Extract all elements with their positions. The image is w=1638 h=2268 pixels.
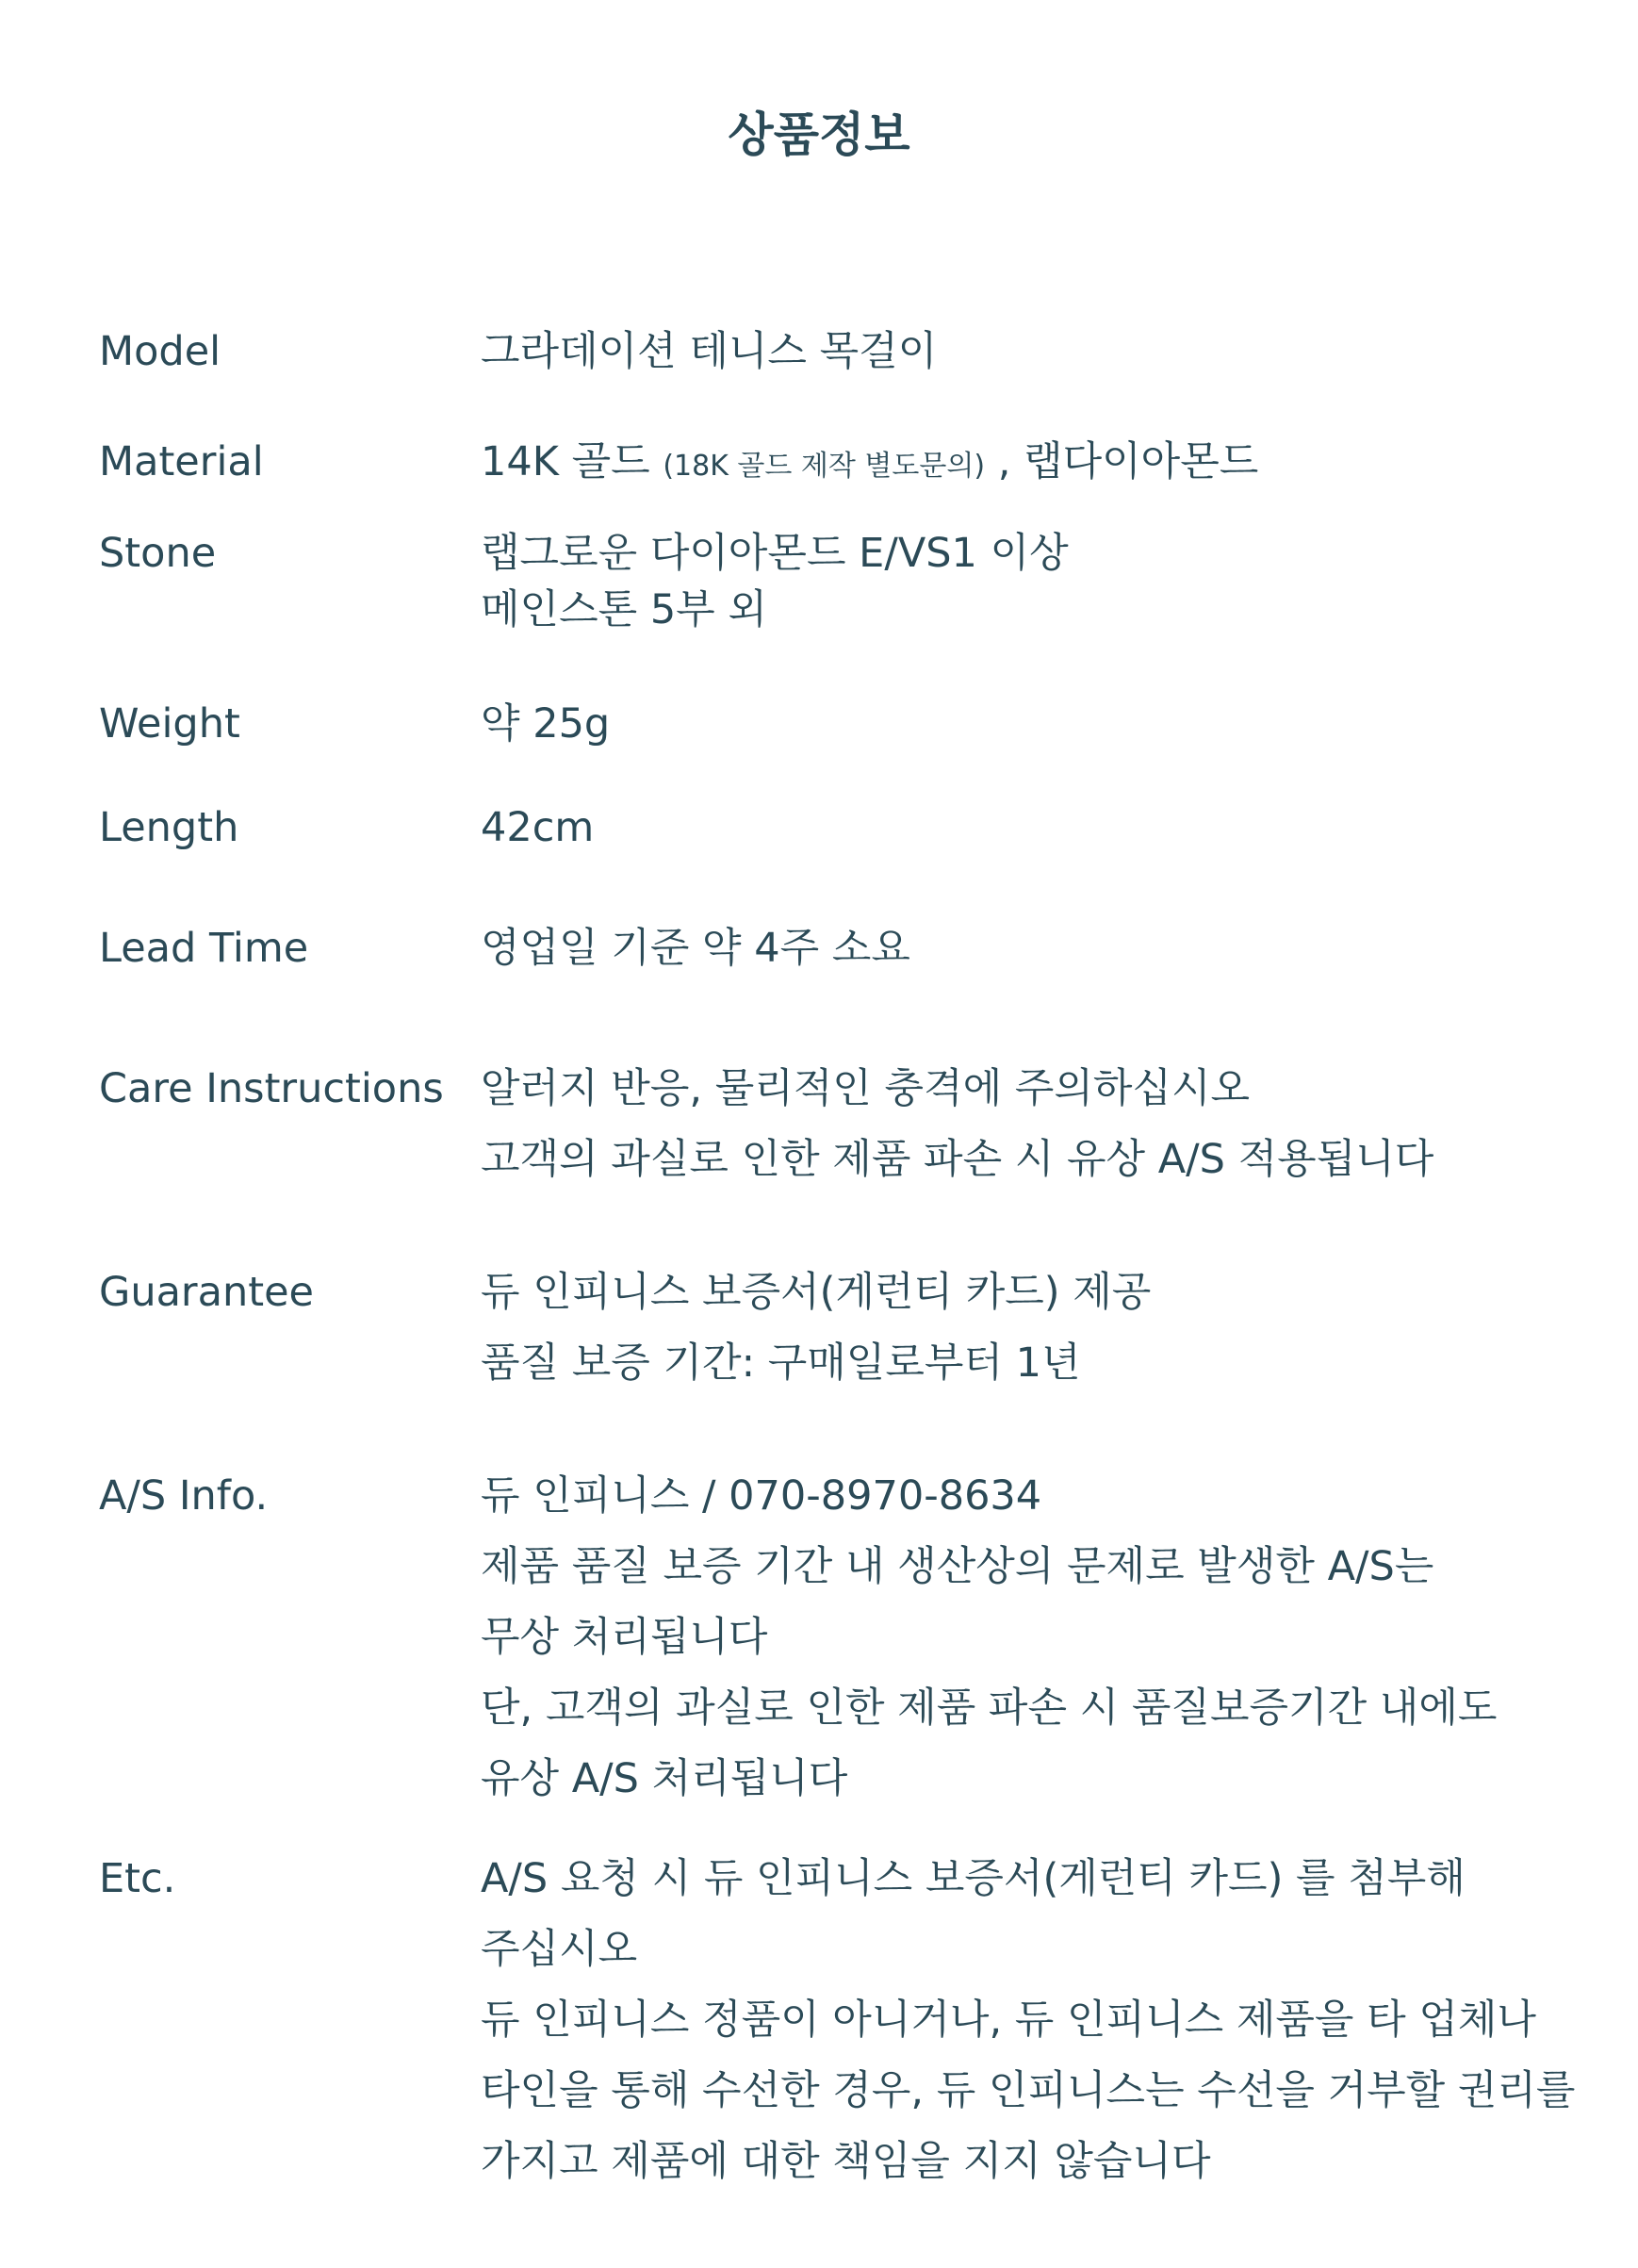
care-value [481,1054,1433,1195]
lead-time-value-text: 영업일 기준 약 4주 소요 [481,925,910,972]
lead-time-value [481,920,910,977]
care-line: 알러지 반응, 물리적인 충격에 주의하십시오 [481,1065,1251,1112]
weight-label: Weight [99,700,240,748]
etc-line: 타인을 통해 수선한 경우, 듀 인피니스는 수선을 거부할 권리를 [481,2067,1576,2114]
weight-value-text: 약 25g [481,700,611,748]
material-label: Material [99,438,264,485]
etc-line: 듀 인피니스 정품이 아니거나, 듀 인피니스 제품을 타 업체나 [481,1997,1536,2044]
etc-line: 가지고 제품에 대한 책임을 지지 않습니다 [481,2138,1211,2185]
length-value-text: 42cm [481,804,595,851]
length-label: Length [99,804,239,851]
material-note: (18K 골드 제작 별도문의) [663,450,986,483]
material-main: 14K 골드 [481,438,663,485]
as-info-line: 듀 인피니스 / 070-8970-8634 [481,1472,1042,1520]
as-info-line: 무상 처리됩니다 [481,1614,768,1661]
material-rest: , 랩다이아몬드 [985,438,1259,485]
care-line: 고객의 과실로 인한 제품 파손 시 유상 A/S 적용됩니다 [481,1136,1434,1183]
weight-value [481,696,610,752]
as-info-line: 유상 A/S 처리됩니다 [481,1755,848,1802]
etc-line: A/S 요청 시 듀 인피니스 보증서(게런티 카드) 를 첨부해 [481,1855,1466,1902]
lead-time-label: Lead Time [99,925,309,972]
guarantee-line: 품질 보증 기간: 구매일로부터 1년 [481,1339,1081,1387]
as-info-label: A/S Info. [99,1472,269,1520]
guarantee-label: Guarantee [99,1269,314,1316]
material-value-line [481,434,1258,495]
model-label: Model [99,328,221,375]
model-value-text: 그라데이션 테니스 목걸이 [481,328,938,375]
length-value [481,799,594,856]
model-value [481,323,937,380]
guarantee-value [481,1257,1151,1399]
material-value [481,434,1258,495]
stone-value [481,525,1069,638]
as-info-line: 단, 고객의 과실로 인한 제품 파손 시 품질보증기간 내에도 [481,1685,1498,1732]
care-label: Care Instructions [99,1065,444,1112]
as-info-value [481,1461,1497,1815]
etc-value [481,1844,1575,2197]
etc-label: Etc. [99,1855,176,1902]
stone-label: Stone [99,530,217,577]
etc-line: 주십시오 [481,1926,638,1973]
as-info-line: 제품 품질 보증 기간 내 생산상의 문제로 발생한 A/S는 [481,1543,1434,1590]
stone-line: 메인스톤 5부 외 [481,586,767,633]
stone-line: 랩그로운 다이아몬드 E/VS1 이상 [481,530,1069,577]
page-title: 상품정보 [728,107,910,162]
guarantee-line: 듀 인피니스 보증서(게런티 카드) 제공 [481,1269,1152,1316]
